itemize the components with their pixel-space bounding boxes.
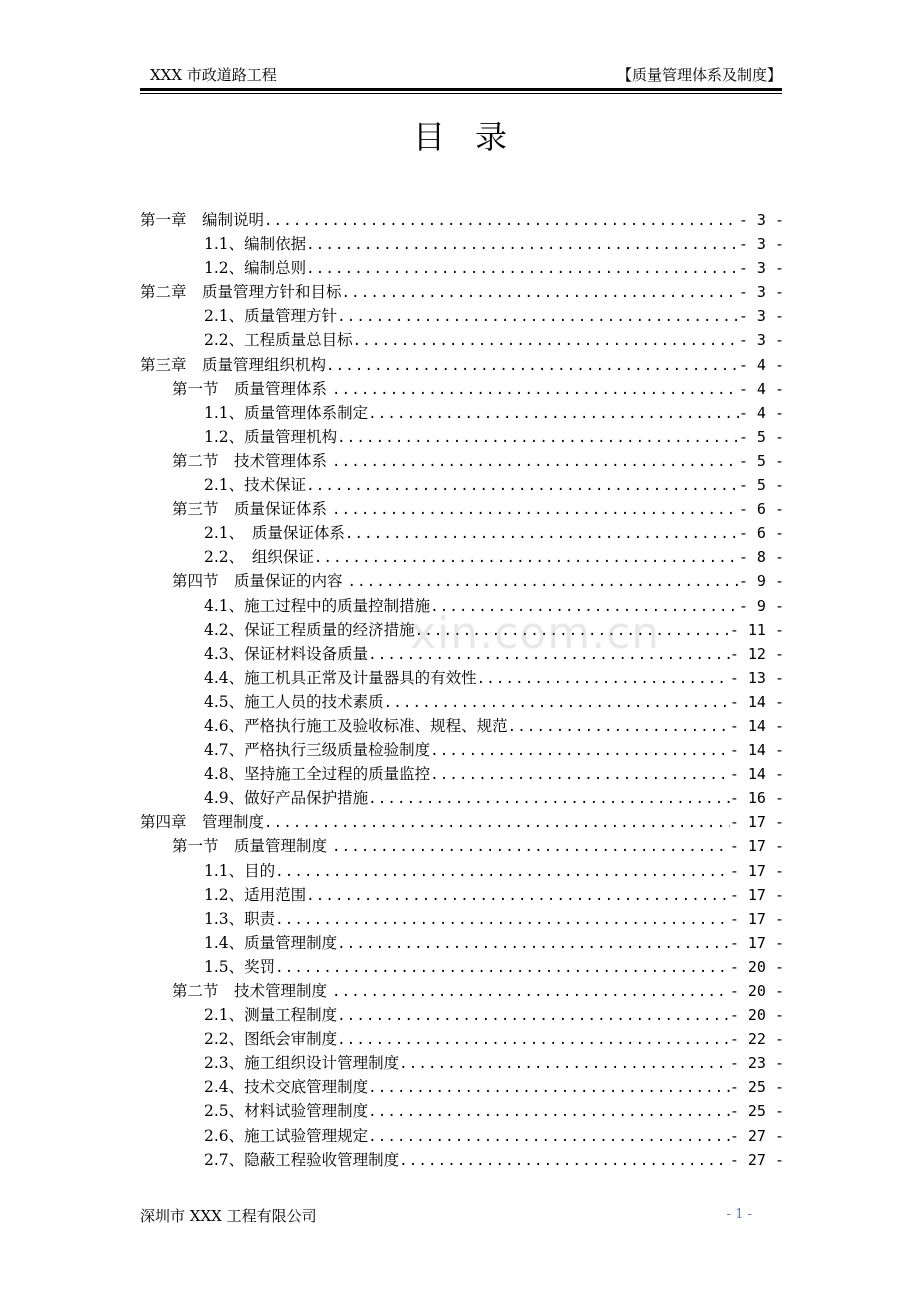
toc-entry[interactable] [140,328,784,352]
toc-dot-leader [275,908,730,931]
toc-dot-leader [332,450,739,473]
toc-dot-leader [332,980,730,1003]
toc-entry[interactable] [140,907,784,931]
toc-dot-leader [314,546,739,569]
toc-dot-leader [368,787,730,810]
toc-entry-title: 2.2、 组织保证 [204,548,314,567]
toc-entry[interactable] [140,377,784,401]
toc-entry-page: - 3 - [738,283,784,302]
toc-entry-page: - 25 - [729,1102,784,1121]
toc-dot-leader [306,233,739,256]
toc-dot-leader [347,570,738,593]
toc-entry[interactable] [140,425,784,449]
toc-entry[interactable] [140,449,784,473]
toc-dot-leader [368,1100,730,1123]
toc-entry-page: - 9 - [738,572,784,591]
toc-dot-leader [430,739,730,762]
toc-entry[interactable] [140,883,784,907]
toc-entry-page: - 11 - [729,620,784,639]
toc-entry-page: - 13 - [729,668,784,687]
toc-entry-title: 4.1、施工过程中的质量控制措施 [204,596,431,615]
toc-dot-leader [368,1076,730,1099]
toc-entry[interactable] [140,1075,784,1099]
toc-entry-title: 2.4、技术交底管理制度 [204,1078,369,1097]
toc-entry-title: 1.2、编制总则 [204,259,307,278]
toc-entry-title: 4.9、做好产品保护措施 [204,789,369,808]
toc-dot-leader [337,1004,730,1027]
toc-entry[interactable] [140,955,784,979]
toc-dot-leader [332,498,739,521]
toc-dot-leader [326,354,739,377]
toc-dot-leader [430,763,730,786]
toc-entry[interactable] [140,714,784,738]
toc-entry[interactable] [140,545,784,569]
toc-entry[interactable] [140,1124,784,1148]
toc-entry-page: - 3 - [738,259,784,278]
toc-entry-page: - 20 - [729,982,784,1000]
toc-entry[interactable] [140,786,784,810]
toc-entry-title: 第二章 质量管理方针和目标 [140,283,342,302]
toc-dot-leader [337,305,739,328]
toc-entry-title: 1.5、奖罚 [204,957,276,976]
toc-dot-leader [275,860,730,883]
toc-dot-leader [337,932,730,955]
toc-entry-title: 第三章 质量管理组织机构 [140,355,327,374]
toc-entry[interactable] [140,280,784,304]
toc-entry-title: 第一节 质量管理制度 [172,837,332,856]
toc-dot-leader [399,1052,730,1075]
toc-entry-title: 第一节 质量管理体系 [172,379,332,398]
toc-entry-page: - 22 - [729,1030,784,1049]
toc-entry[interactable] [140,690,784,714]
toc-entry-page: - 14 - [729,765,784,784]
toc-entry[interactable] [140,931,784,955]
toc-entry[interactable] [140,810,784,834]
toc-entry-page: - 4 - [738,379,784,398]
toc-entry-title: 4.2、保证工程质量的经济措施 [204,620,415,639]
toc-entry[interactable] [140,762,784,786]
toc-dot-leader [477,667,730,690]
header-document-title: 【质量管理体系及制度】 [616,66,782,84]
toc-entry-title: 2.1、 质量保证体系 [204,524,345,543]
toc-entry-title: 2.2、图纸会审制度 [204,1030,338,1049]
toc-dot-leader [508,715,730,738]
toc-entry-page: - 6 - [738,524,784,543]
toc-dot-leader [353,329,739,352]
toc-entry-title: 1.2、质量管理机构 [204,427,338,446]
footer-company-name: 深圳市 XXX 工程有限公司 [140,1207,317,1225]
toc-entry-page: - 17 - [729,813,784,832]
toc-entry-title: 第二节 技术管理体系 [172,451,332,470]
toc-entry-page: - 23 - [729,1054,784,1073]
toc-entry-page: - 20 - [729,1006,784,1025]
toc-dot-leader [275,956,730,979]
toc-entry-page: - 17 - [729,885,784,904]
toc-entry-page: - 5 - [738,476,784,495]
toc-entry-page: - 3 - [738,235,784,254]
toc-entry-title: 1.2、适用范围 [204,885,307,904]
page-header [140,64,782,86]
toc-entry-title: 4.5、施工人员的技术素质 [204,692,384,711]
toc-entry-title: 2.2、工程质量总目标 [204,331,353,350]
toc-entry-title: 1.4、质量管理制度 [204,933,338,952]
toc-entry-page: - 12 - [729,644,784,663]
toc-entry[interactable] [140,1027,784,1051]
toc-entry[interactable] [140,473,784,497]
toc-entry-title: 4.4、施工机具正常及计量器具的有效性 [204,668,477,687]
toc-entry-title: 2.3、施工组织设计管理制度 [204,1054,400,1073]
toc-entry-title: 1.1、编制依据 [204,235,307,254]
toc-entry[interactable] [140,208,784,232]
toc-entry-page: - 3 - [738,211,784,229]
toc-dot-leader [368,402,739,425]
toc-entry-page: - 17 - [729,837,784,856]
toc-dot-leader [306,257,739,280]
toc-entry[interactable] [140,304,784,328]
toc-dot-leader [368,1125,730,1148]
toc-entry-page: - 3 - [738,331,784,350]
toc-entry[interactable] [140,979,784,1003]
toc-entry-title: 4.6、严格执行施工及验收标准、规程、规范 [204,716,508,735]
toc-entry-page: - 14 - [729,716,784,735]
toc-dot-leader [337,426,739,449]
toc-entry-page: - 5 - [738,427,784,446]
toc-dot-leader [399,1149,730,1172]
toc-entry-title: 1.1、质量管理体系制定 [204,403,369,422]
toc-entry-page: - 20 - [729,957,784,976]
toc-entry[interactable] [140,353,784,377]
toc-entry-title: 2.1、技术保证 [204,476,307,495]
header-rule-thick [140,88,782,91]
page-title: 目录 [412,118,537,156]
toc-entry-page: - 27 - [729,1150,784,1169]
toc-entry-title: 1.3、职责 [204,909,276,928]
toc-dot-leader [342,281,739,304]
table-of-contents [140,208,784,1172]
toc-entry-page: - 5 - [738,451,784,470]
toc-dot-leader [332,835,730,858]
toc-entry[interactable] [140,738,784,762]
toc-entry[interactable] [140,666,784,690]
toc-entry-page: - 17 - [729,909,784,928]
toc-entry-title: 4.7、严格执行三级质量检验制度 [204,741,431,760]
toc-entry[interactable] [140,569,784,593]
toc-dot-leader [306,474,739,497]
toc-entry-title: 2.1、质量管理方针 [204,307,338,326]
toc-entry[interactable] [140,1099,784,1123]
toc-entry-title: 第四节 质量保证的内容 [172,572,348,591]
toc-dot-leader [337,1028,730,1051]
toc-entry-page: - 4 - [738,403,784,422]
toc-entry-page: - 25 - [729,1078,784,1097]
toc-entry-page: - 17 - [729,933,784,952]
header-project-name: XXX 市政道路工程 [150,66,277,84]
toc-entry[interactable] [140,834,784,858]
toc-entry-page: - 4 - [738,355,784,374]
toc-entry[interactable] [140,1051,784,1075]
toc-entry-page: - 17 - [729,861,784,880]
toc-entry-title: 第一章 编制说明 [140,211,265,229]
toc-dot-leader [384,691,730,714]
toc-dot-leader [306,884,730,907]
toc-entry-page: - 27 - [729,1126,784,1145]
toc-entry[interactable] [140,521,784,545]
watermark: xin.com.cn [410,608,661,659]
footer-page-number: - 1 - [726,1207,752,1222]
header-rule-thin [140,93,782,94]
toc-entry-title: 2.6、施工试验管理规定 [204,1126,369,1145]
toc-entry[interactable] [140,859,784,883]
toc-entry[interactable] [140,1003,784,1027]
toc-entry-title: 4.3、保证材料设备质量 [204,644,369,663]
toc-entry[interactable] [140,232,784,256]
toc-entry[interactable] [140,1148,784,1172]
toc-entry-page: - 14 - [729,741,784,760]
toc-dot-leader [345,522,739,545]
toc-dot-leader [264,811,730,834]
toc-entry-title: 1.1、目的 [204,861,276,880]
toc-entry-title: 2.7、隐蔽工程验收管理制度 [204,1150,400,1169]
toc-entry-page: - 16 - [729,789,784,808]
toc-entry-page: - 6 - [738,500,784,519]
toc-entry[interactable] [140,497,784,521]
toc-entry-title: 2.5、材料试验管理制度 [204,1102,369,1121]
toc-entry-page: - 9 - [738,596,784,615]
toc-entry-page: - 3 - [738,307,784,326]
toc-entry-title: 2.1、测量工程制度 [204,1006,338,1025]
toc-entry-title: 第三节 质量保证体系 [172,500,332,519]
toc-entry-page: - 8 - [738,548,784,567]
toc-entry[interactable] [140,256,784,280]
toc-dot-leader [332,378,739,401]
toc-entry-title: 4.8、坚持施工全过程的质量监控 [204,765,431,784]
toc-dot-leader [264,209,739,232]
toc-entry[interactable] [140,401,784,425]
toc-entry-title: 第二节 技术管理制度 [172,982,332,1000]
toc-entry-page: - 14 - [729,692,784,711]
toc-entry-title: 第四章 管理制度 [140,813,265,832]
